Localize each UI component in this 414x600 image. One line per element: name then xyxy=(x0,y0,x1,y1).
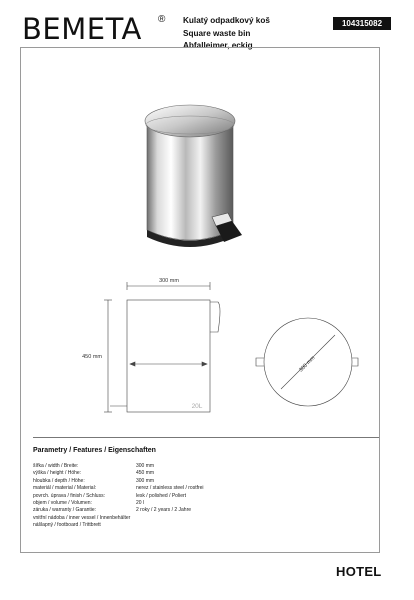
spec-label: povrch. úprava / finish / Schluss: xyxy=(33,492,105,499)
spec-value: nerez / stainless steel / rostfrei xyxy=(136,485,204,492)
technical-drawing xyxy=(70,270,370,430)
product-code-badge: 104315082 xyxy=(333,17,391,30)
spec-label: materiál / material / Material: xyxy=(33,485,97,492)
registered-mark: ® xyxy=(158,14,166,25)
spec-label: vnitřní nádoba / inner vessel / Innenbehälter xyxy=(33,514,131,521)
spec-row xyxy=(33,470,204,477)
spec-value: 300 mm xyxy=(136,463,155,469)
spec-row xyxy=(33,522,204,529)
title-english: Square waste bin xyxy=(183,28,251,38)
spec-table xyxy=(33,463,204,530)
spec-label: nášlapný / footboard / Trittbrett xyxy=(33,522,101,529)
spec-label: objem / volume / Volumen: xyxy=(33,500,92,507)
spec-value: lesk / polished / Poliert xyxy=(136,492,187,499)
diameter-dimension-label: 300 mm xyxy=(298,355,317,374)
spec-label: šířka / width / Breite: xyxy=(33,463,79,469)
brand-logo: BEMETA xyxy=(22,12,142,46)
spec-row xyxy=(33,478,204,485)
spec-value: 450 mm xyxy=(136,470,155,477)
title-czech: Kulatý odpadkový koš xyxy=(183,16,270,25)
spec-row xyxy=(33,500,204,507)
spec-label: hloubka / depth / Höhe: xyxy=(33,477,85,484)
spec-row xyxy=(33,493,204,500)
volume-mark: 20L xyxy=(191,403,203,410)
spec-row xyxy=(33,507,204,514)
spec-row xyxy=(33,463,204,470)
spec-value: 20 l xyxy=(136,500,145,507)
spec-value: 2 roky / 2 years / 2 Jahre xyxy=(136,507,192,514)
section-divider xyxy=(33,437,379,438)
spec-value: 300 mm xyxy=(136,477,155,484)
spec-row xyxy=(33,485,204,492)
spec-row xyxy=(33,515,204,522)
waste-bin-photo xyxy=(120,95,260,255)
spec-label: výška / height / Höhe: xyxy=(33,470,82,477)
title-german: Abfalleimer, eckig xyxy=(183,41,253,50)
width-dimension-label: 300 mm xyxy=(159,278,179,284)
category-label: HOTEL xyxy=(336,564,382,579)
height-dimension-label: 450 mm xyxy=(82,354,102,360)
spec-label: záruka / warranty / Garantie: xyxy=(33,507,97,514)
parameters-heading: Parametry / Features / Eigenschaften xyxy=(33,447,156,454)
